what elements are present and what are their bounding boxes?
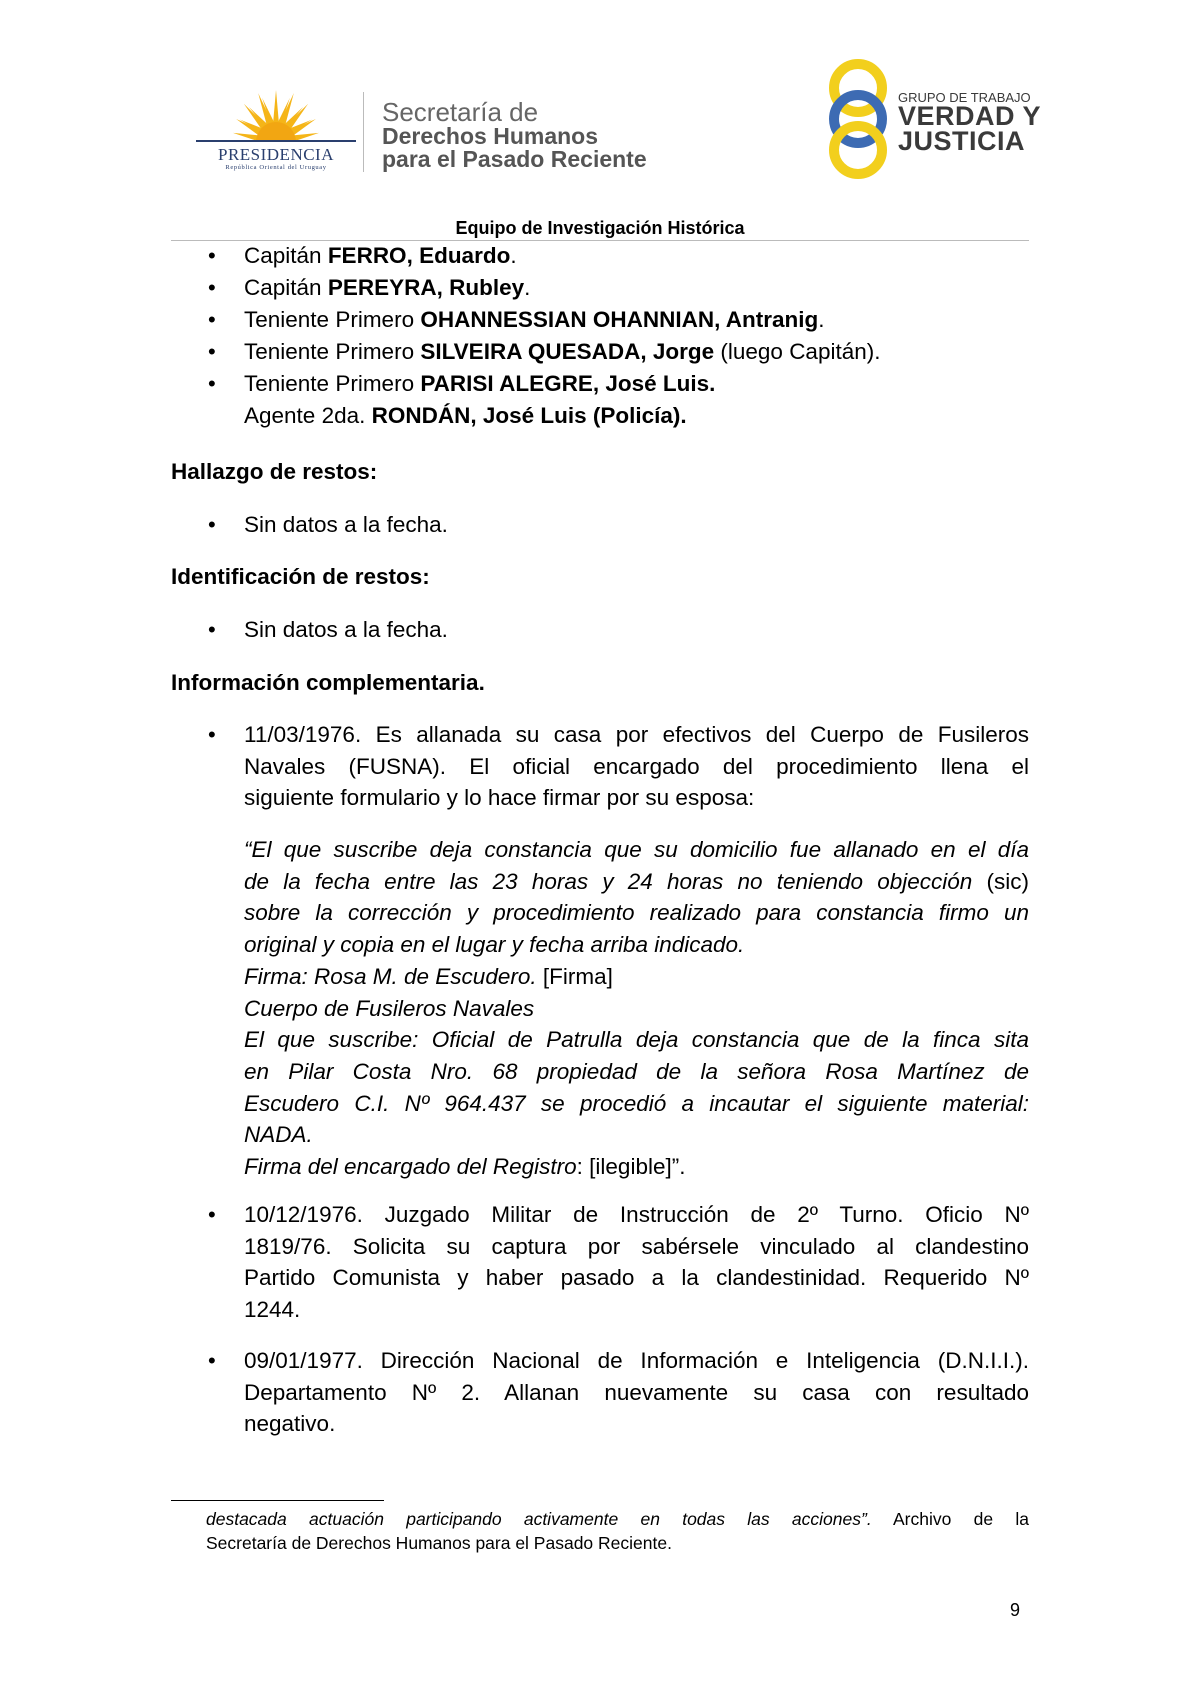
list-item: Teniente Primero PARISI ALEGRE, José Luis. [244,371,716,396]
list-item: Capitán FERRO, Eduardo. [244,243,517,268]
heading-hallazgo: Hallazgo de restos: [171,459,378,484]
entry-1977-01: 09/01/1977. Dirección Nacional de Información e Inteligencia (D.N.I.I.). Departamento Nº 2. Allanan nuevamente su casa con resultado negativo. [244,1348,1029,1437]
bullet-icon: • [208,307,216,332]
presidencia-subtitle: República Oriental del Uruguay [225,164,327,171]
gtvj-line3: JUSTICIA [898,126,1026,156]
secretaria-line2: Derechos Humanos [382,123,599,149]
list-item-agent: Agente 2da. RONDÁN, José Luis (Policía). [244,403,687,428]
secretaria-line1: Secretaría de [382,97,539,127]
footnote-rule [171,1500,384,1501]
entry-1976-12: 10/12/1976. Juzgado Militar de Instrucción de 2º Turno. Oficio Nº 1819/76. Solicita su captura por sabérsele vinculado al clandestino Partido Comunista y haber pasado a la clandestinidad. Requerido Nº 1244. [244,1202,1029,1323]
sun-icon [196,84,356,144]
bullet-icon: • [208,275,216,300]
bullet-icon: • [208,339,216,364]
heading-identificacion: Identificación de restos: [171,564,430,589]
entry-1976-03: 11/03/1976. Es allanada su casa por efectivos del Cuerpo de Fusileros Navales (FUSNA). El oficial encargado del procedimiento llena el siguiente formulario y lo hace firmar por su esposa: [244,722,1029,811]
bullet-icon: • [208,1348,216,1373]
page-number: 9 [1010,1600,1021,1620]
heading-informacion: Información complementaria. [171,670,485,695]
list-item: Teniente Primero OHANNESSIAN OHANNIAN, Antranig. [244,307,825,332]
header-divider [363,92,364,172]
bullet-icon: • [208,617,216,642]
gtvj-line2: VERDAD Y [898,101,1042,131]
bullet-icon: • [208,512,216,537]
footnote: destacada actuación participando activamente en todas las acciones”. Archivo de la Secretaría de Derechos Humanos para el Pasado Reciente. [206,1509,1030,1553]
list-item: Sin datos a la fecha. [244,617,448,642]
bullet-icon: • [208,1202,216,1227]
verdad-justicia-rings-icon [818,58,898,180]
list-item: Teniente Primero SILVEIRA QUESADA, Jorge (luego Capitán). [244,339,881,364]
secretaria-line3: para el Pasado Reciente [382,146,647,172]
presidencia-wordmark: PRESIDENCIA [217,145,334,164]
bullet-icon: • [208,371,216,396]
bullet-icon: • [208,722,216,747]
bullet-icon: • [208,243,216,268]
gtvj-line1: GRUPO DE TRABAJO [898,90,1031,105]
quoted-form: “El que suscribe deja constancia que su domicilio fue allanado en el día de la fecha entre las 23 horas y 24 horas no teniendo objección (sic) sobre la corrección y procedimiento realizado para constancia firmo un original y copia en el lugar y fecha arriba indicado. Firma: Rosa M. de Escudero. [Firma] Cuerpo de Fusileros Navales El que suscribe: Oficial de Patrulla deja constancia que de la finca sita en Pilar Costa Nro. 68 propiedad de la señora Rosa Martínez de Escudero C.I. Nº 964.437 se procedió a incautar el siguiente material: NADA. Firma del encargado del Registro: [ilegible]”. [244,837,1029,1180]
team-title: Equipo de Investigación Histórica [455,218,745,238]
list-item: Sin datos a la fecha. [244,512,448,537]
list-item: Capitán PEREYRA, Rubley. [244,275,531,300]
